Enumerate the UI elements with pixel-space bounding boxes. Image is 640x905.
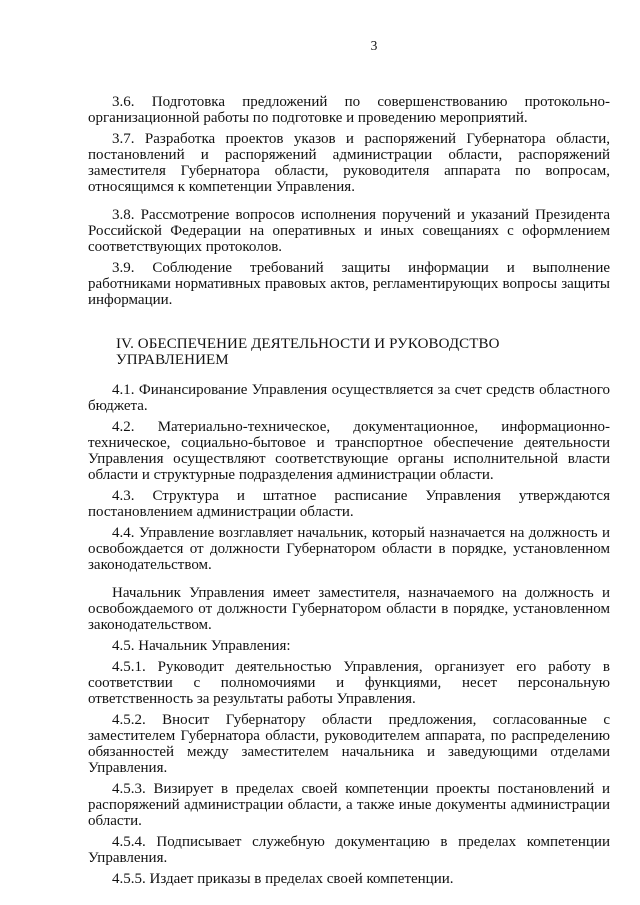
paragraph-4-1: 4.1. Финансирование Управления осуществляется за счет средств областного бюджета. xyxy=(88,382,610,414)
paragraph-4-5-1: 4.5.1. Руководит деятельностью Управления, организует его работу в соответствии с полномочиями и функциями, несет персональную ответственность за результаты работы Управления. xyxy=(88,659,610,707)
page-number: 3 xyxy=(370,38,378,53)
document-body xyxy=(88,94,610,308)
paragraph-4-2: 4.2. Материально-техническое, документационное, информационно-техническое, социально-бытовое и транспортное обеспечение деятельности Управления осуществляют соответствующие органы исполнительной власти области и структурные подразделения администрации области. xyxy=(88,419,610,483)
document-body-section-4 xyxy=(88,382,610,887)
paragraph-3-6: 3.6. Подготовка предложений по совершенствованию протокольно-организационной работы по подготовке и проведению мероприятий. xyxy=(88,94,610,126)
paragraph-3-7: 3.7. Разработка проектов указов и распоряжений Губернатора области, постановлений и распоряжений администрации области, распоряжений заместителя Губернатора области, руководителя аппарата по вопросам, относящимся к компетенции Управления. xyxy=(88,131,610,195)
paragraph-4-5-4: 4.5.4. Подписывает служебную документацию в пределах компетенции Управления. xyxy=(88,834,610,866)
paragraph-4-5-2: 4.5.2. Вносит Губернатору области предложения, согласованные с заместителем Губернатора области, руководителем аппарата, по распределению обязанностей между заместителем начальника и заведующими отделами Управления. xyxy=(88,712,610,776)
paragraph-deputy: Начальник Управления имеет заместителя, назначаемого на должность и освобождаемого от должности Губернатором области в порядке, установленном законодательством. xyxy=(88,585,610,633)
paragraph-3-8: 3.8. Рассмотрение вопросов исполнения поручений и указаний Президента Российской Федерации на оперативных и иных совещаниях с оформлением соответствующих протоколов. xyxy=(88,207,610,255)
paragraph-4-5-5: 4.5.5. Издает приказы в пределах своей компетенции. xyxy=(112,871,454,887)
paragraph-4-4: 4.4. Управление возглавляет начальник, который назначается на должность и освобождается от должности Губернатором области в порядке, установленном законодательством. xyxy=(88,525,610,573)
paragraph-4-5: 4.5. Начальник Управления: xyxy=(112,638,291,654)
paragraph-4-5-3: 4.5.3. Визирует в пределах своей компетенции проекты постановлений и распоряжений администрации области, а также иные документы администрации области. xyxy=(88,781,610,829)
section-heading: IV. ОБЕСПЕЧЕНИЕ ДЕЯТЕЛЬНОСТИ И РУКОВОДСТВО УПРАВЛЕНИЕМ xyxy=(116,336,500,368)
paragraph-4-3: 4.3. Структура и штатное расписание Управления утверждаются постановлением администрации области. xyxy=(88,488,610,520)
paragraph-3-9: 3.9. Соблюдение требований защиты информации и выполнение работниками нормативных правовых актов, регламентирующих вопросы защиты информации. xyxy=(88,260,610,308)
